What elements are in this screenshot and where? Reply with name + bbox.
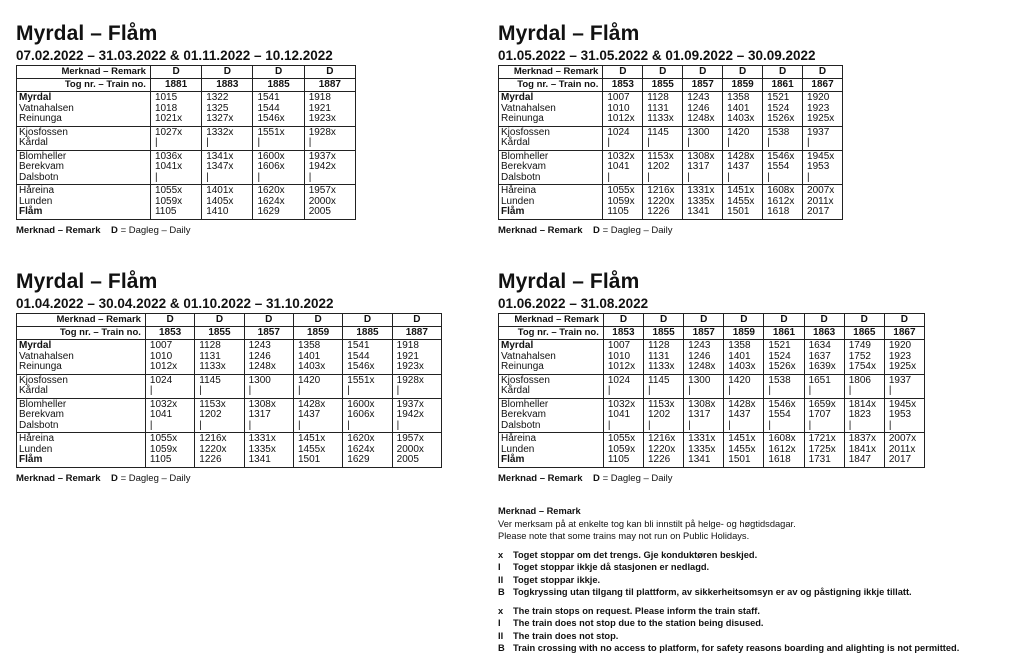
time-cell: 1300 | (684, 374, 724, 398)
time-cell: 1032x 1041 | (603, 150, 643, 185)
time-cell: 1007 1010 1012x (145, 340, 194, 375)
time-cell: 1608x 1612x 1618 (763, 185, 803, 220)
time-cell: 1521 1524 1526x (764, 340, 804, 375)
time-cell: 1032x 1041 | (145, 398, 194, 433)
remark-cell: D (644, 314, 684, 327)
time-cell: 1358 1401 1403x (293, 340, 342, 375)
remark-code: I (498, 618, 501, 628)
station-group-row (17, 374, 442, 398)
remark-item (498, 617, 1018, 630)
station-name: Håreina (501, 185, 537, 196)
timetable-table (498, 65, 843, 220)
time-cell: 1036x 1041x | (150, 150, 201, 185)
time-cell: 2007x 2011x 2017 (803, 185, 843, 220)
time-cell: 1600x 1606x | (253, 150, 304, 185)
station-group-row (17, 398, 442, 433)
station-name: Flåm (19, 206, 43, 217)
time-cell: 1428x 1437 | (724, 398, 764, 433)
station-name: Blomheller (19, 150, 67, 162)
station-name: Flåm (501, 454, 525, 465)
time-cell: 1145 | (195, 374, 244, 398)
time-cell: 1937 | (803, 126, 843, 150)
legend: Merknad – Remark D = Dagleg – Daily (498, 224, 673, 236)
train-number: 1887 (392, 327, 441, 340)
station-group-row (17, 92, 356, 127)
time-cell: 1024 | (603, 374, 643, 398)
station-name: Berekvam (19, 409, 65, 420)
remark-cell: D (844, 314, 884, 327)
remark-cell: D (763, 66, 803, 79)
time-cell: 1541 1544 1546x (343, 340, 392, 375)
station-name: Berekvam (19, 161, 65, 172)
time-cell: 1128 1131 1133x (195, 340, 244, 375)
remark-item (498, 586, 1018, 599)
time-cell: 1749 1752 1754x (844, 340, 884, 375)
remark-cell: D (244, 314, 293, 327)
time-cell: 1814x 1823 | (844, 398, 884, 433)
train-number: 1853 (603, 327, 643, 340)
time-cell: 1145 | (644, 374, 684, 398)
time-cell: 1055x 1059x 1105 (150, 185, 201, 220)
time-cell: 1243 1246 1248x (684, 340, 724, 375)
remark-cell: D (202, 66, 253, 79)
timetable-4 (498, 270, 925, 485)
remark-cell: D (643, 66, 683, 79)
time-cell: 1957x 2000x 2005 (392, 433, 441, 468)
train-number: 1885 (343, 327, 392, 340)
remark-cell: D (764, 314, 804, 327)
note-norwegian: Ver merksam på at enkelte tog kan bli innstilt på helge- og høgtidsdagar. (498, 518, 796, 529)
remark-item (498, 605, 1018, 618)
time-cell: 1153x 1202 | (195, 398, 244, 433)
time-cell: 1928x | (392, 374, 441, 398)
station-name: Dalsbotn (19, 419, 59, 431)
time-cell: 1007 1010 1012x (603, 92, 643, 127)
time-cell: 1216x 1220x 1226 (195, 433, 244, 468)
remark-cell: D (803, 66, 843, 79)
station-group-row (17, 340, 442, 375)
time-cell: 1920 1923 1925x (884, 340, 924, 375)
remarks-section (498, 505, 1018, 655)
station-name: Lunden (19, 195, 53, 207)
timetable-title: Myrdal – Flåm (498, 270, 640, 293)
station-names (499, 433, 604, 468)
timetable-table (16, 65, 356, 220)
train-number: 1853 (603, 79, 643, 92)
timetable-title: Myrdal – Flåm (16, 22, 158, 45)
time-cell: 1308x 1317 | (244, 398, 293, 433)
time-cell: 1937 | (884, 374, 924, 398)
remark-row (17, 314, 442, 327)
time-cell: 1521 1524 1526x (763, 92, 803, 127)
time-cell: 1128 1131 1133x (644, 340, 684, 375)
train-number: 1857 (244, 327, 293, 340)
station-name: Blomheller (19, 398, 67, 410)
time-cell: 1243 1246 1248x (244, 340, 293, 375)
time-cell: 1055x 1059x 1105 (603, 185, 643, 220)
remark-code: B (498, 643, 505, 653)
station-name: Reinunga (501, 361, 544, 372)
timetable-3 (16, 270, 442, 485)
time-cell: 1928x | (304, 126, 355, 150)
station-name: Blomheller (501, 398, 549, 410)
station-names (499, 150, 603, 185)
remark-code: II (498, 630, 504, 641)
train-number: 1867 (884, 327, 924, 340)
station-group-row (17, 126, 356, 150)
time-cell: 1918 1921 1923x (304, 92, 355, 127)
remark-label: Merknad – Remark (17, 66, 151, 79)
remark-row (499, 66, 843, 79)
time-cell: 1308x 1317 | (684, 398, 724, 433)
time-cell: 1551x | (253, 126, 304, 150)
time-cell: 1420 | (293, 374, 342, 398)
timetable-table (16, 313, 442, 468)
station-name: Vatnahalsen (501, 350, 556, 362)
remark-code: II (498, 574, 504, 585)
remark-cell: D (683, 66, 723, 79)
station-name: Kårdal (501, 137, 530, 148)
time-cell: 1945x 1953 | (803, 150, 843, 185)
time-cell: 1937x 1942x | (392, 398, 441, 433)
train-number: 1887 (304, 79, 355, 92)
train-number: 1885 (253, 79, 304, 92)
station-names (499, 92, 603, 127)
time-cell: 1015 1018 1021x (150, 92, 201, 127)
train-number: 1855 (195, 327, 244, 340)
legend: Merknad – Remark D = Dagleg – Daily (16, 224, 191, 236)
station-name: Håreina (19, 433, 55, 444)
time-cell: 1600x 1606x | (343, 398, 392, 433)
time-cell: 1806 | (844, 374, 884, 398)
train-label: Tog nr. – Train no. (499, 79, 603, 92)
remark-cell: D (724, 314, 764, 327)
station-names (499, 126, 603, 150)
station-group-row (499, 398, 925, 433)
time-cell: 1634 1637 1639x (804, 340, 844, 375)
station-names (17, 433, 146, 468)
remark-cell: D (392, 314, 441, 327)
remark-cell: D (195, 314, 244, 327)
station-names (17, 340, 146, 375)
station-name: Dalsbotn (501, 419, 541, 431)
time-cell: 1322 1325 1327x (202, 92, 253, 127)
remark-code: x (498, 549, 504, 560)
time-cell: 1308x 1317 | (683, 150, 723, 185)
train-number: 1861 (764, 327, 804, 340)
train-number: 1867 (803, 79, 843, 92)
remark-text: Togkryssing utan tilgang til plattform, av sikkerheitsomsyn er av og påstigning ikkje tillatt. (513, 587, 912, 597)
station-name: Reinunga (19, 361, 62, 372)
station-name: Kårdal (19, 385, 48, 396)
station-name: Lunden (501, 195, 535, 207)
time-cell: 1620x 1624x 1629 (253, 185, 304, 220)
time-cell: 1721x 1725x 1731 (804, 433, 844, 468)
station-names (499, 340, 604, 375)
remark-cell: D (684, 314, 724, 327)
station-name: Myrdal (19, 340, 52, 351)
time-cell: 1428x 1437 | (723, 150, 763, 185)
remark-cell: D (304, 66, 355, 79)
remark-item (498, 574, 1018, 587)
time-cell: 1451x 1455x 1501 (293, 433, 342, 468)
station-name: Berekvam (501, 409, 547, 420)
station-name: Myrdal (501, 92, 534, 103)
time-cell: 1128 1131 1133x (643, 92, 683, 127)
time-cell: 2007x 2011x 2017 (884, 433, 924, 468)
train-number: 1857 (684, 327, 724, 340)
time-cell: 1027x | (150, 126, 201, 150)
remark-code: B (498, 587, 505, 597)
remark-cell: D (145, 314, 194, 327)
remark-cell: D (253, 66, 304, 79)
train-number: 1883 (202, 79, 253, 92)
remark-row (17, 66, 356, 79)
time-cell: 1216x 1220x 1226 (643, 185, 683, 220)
remark-text: The train stops on request. Please inform the train staff. (513, 605, 760, 616)
timetable-title: Myrdal – Flåm (16, 270, 158, 293)
remarks-list-english (498, 605, 1018, 655)
remark-text: The train does not stop due to the station being disused. (513, 618, 764, 628)
train-number-row (17, 79, 356, 92)
remark-label: Merknad – Remark (499, 314, 604, 327)
timetable-1 (16, 22, 356, 237)
time-cell: 1420 | (723, 126, 763, 150)
time-cell: 1153x 1202 | (643, 150, 683, 185)
station-names (17, 92, 151, 127)
station-group-row (499, 150, 843, 185)
remark-cell: D (603, 66, 643, 79)
time-cell: 1331x 1335x 1341 (683, 185, 723, 220)
time-cell: 1300 | (244, 374, 293, 398)
time-cell: 1538 | (763, 126, 803, 150)
time-cell: 1358 1401 1403x (723, 92, 763, 127)
train-number: 1865 (844, 327, 884, 340)
remark-item (498, 642, 1018, 655)
station-name: Myrdal (501, 340, 534, 351)
station-name: Håreina (19, 185, 55, 196)
train-number: 1863 (804, 327, 844, 340)
time-cell: 1300 | (683, 126, 723, 150)
time-cell: 1024 | (603, 126, 643, 150)
station-name: Vatnahalsen (19, 102, 74, 114)
station-group-row (499, 126, 843, 150)
station-names (17, 374, 146, 398)
time-cell: 1837x 1841x 1847 (844, 433, 884, 468)
station-name: Flåm (501, 206, 525, 217)
remark-text: Toget stoppar om det trengs. Gje konduktøren beskjed. (513, 549, 758, 560)
remark-cell: D (150, 66, 201, 79)
time-cell: 1937x 1942x | (304, 150, 355, 185)
station-names (499, 398, 604, 433)
time-cell: 1153x 1202 | (644, 398, 684, 433)
station-name: Lunden (19, 443, 53, 455)
timetable-period: 01.06.2022 – 31.08.2022 (498, 296, 649, 311)
time-cell: 1451x 1455x 1501 (724, 433, 764, 468)
time-cell: 1216x 1220x 1226 (644, 433, 684, 468)
station-group-row (17, 433, 442, 468)
station-names (499, 374, 604, 398)
train-number: 1857 (683, 79, 723, 92)
train-label: Tog nr. – Train no. (17, 79, 151, 92)
station-name: Reinunga (19, 113, 62, 124)
station-names (499, 185, 603, 220)
time-cell: 1546x 1554 | (763, 150, 803, 185)
station-name: Berekvam (501, 161, 547, 172)
remarks-list-norwegian (498, 549, 1018, 599)
remark-row (499, 314, 925, 327)
time-cell: 1428x 1437 | (293, 398, 342, 433)
station-name: Flåm (19, 454, 43, 465)
station-name: Dalsbotn (501, 171, 541, 183)
remark-cell: D (343, 314, 392, 327)
time-cell: 1551x | (343, 374, 392, 398)
train-label: Tog nr. – Train no. (499, 327, 604, 340)
station-name: Kjosfossen (19, 126, 68, 138)
train-number-row (17, 327, 442, 340)
station-names (17, 126, 151, 150)
station-name: Lunden (501, 443, 535, 455)
time-cell: 1651 | (804, 374, 844, 398)
remark-label: Merknad – Remark (499, 66, 603, 79)
remark-item (498, 549, 1018, 562)
remark-label: Merknad – Remark (17, 314, 146, 327)
time-cell: 1401x 1405x 1410 (202, 185, 253, 220)
time-cell: 1024 | (145, 374, 194, 398)
station-name: Kårdal (19, 137, 48, 148)
train-label: Tog nr. – Train no. (17, 327, 146, 340)
remark-item (498, 630, 1018, 643)
station-group-row (17, 150, 356, 185)
train-number: 1855 (643, 79, 683, 92)
remark-text: Toget stoppar ikkje då stasjonen er nedlagd. (513, 562, 710, 572)
time-cell: 1920 1923 1925x (803, 92, 843, 127)
station-name: Kjosfossen (501, 126, 550, 138)
note-english: Please note that some trains may not run on Public Holidays. (498, 531, 750, 541)
station-name: Kårdal (501, 385, 530, 396)
time-cell: 1659x 1707 | (804, 398, 844, 433)
time-cell: 1332x | (202, 126, 253, 150)
legend: Merknad – Remark D = Dagleg – Daily (498, 472, 673, 484)
time-cell: 1032x 1041 | (603, 398, 643, 433)
station-name: Vatnahalsen (501, 102, 556, 114)
station-group-row (499, 433, 925, 468)
remark-cell: D (804, 314, 844, 327)
time-cell: 1420 | (724, 374, 764, 398)
station-name: Kjosfossen (19, 374, 68, 386)
timetable-period: 01.04.2022 – 30.04.2022 & 01.10.2022 – 31.10.2022 (16, 296, 334, 311)
remark-cell: D (723, 66, 763, 79)
station-name: Kjosfossen (501, 374, 550, 386)
time-cell: 1945x 1953 | (884, 398, 924, 433)
time-cell: 1341x 1347x | (202, 150, 253, 185)
train-number-row (499, 79, 843, 92)
remark-code: x (498, 605, 504, 616)
station-names (17, 150, 151, 185)
time-cell: 1243 1246 1248x (683, 92, 723, 127)
timetable-title: Myrdal – Flåm (498, 22, 640, 45)
remark-text: Toget stoppar ikkje. (513, 574, 601, 585)
station-name: Vatnahalsen (19, 350, 74, 362)
time-cell: 1538 | (764, 374, 804, 398)
station-names (17, 398, 146, 433)
station-group-row (17, 185, 356, 220)
station-name: Dalsbotn (19, 171, 59, 183)
remark-cell: D (293, 314, 342, 327)
remark-code: I (498, 562, 501, 572)
station-names (17, 185, 151, 220)
remark-cell: D (884, 314, 924, 327)
station-group-row (499, 374, 925, 398)
time-cell: 1358 1401 1403x (724, 340, 764, 375)
train-number: 1859 (724, 327, 764, 340)
train-number: 1861 (763, 79, 803, 92)
remark-cell: D (603, 314, 643, 327)
train-number: 1859 (293, 327, 342, 340)
remarks-title: Merknad – Remark (498, 506, 581, 516)
station-name: Reinunga (501, 113, 544, 124)
legend: Merknad – Remark D = Dagleg – Daily (16, 472, 191, 484)
time-cell: 1620x 1624x 1629 (343, 433, 392, 468)
time-cell: 1546x 1554 | (764, 398, 804, 433)
station-group-row (499, 185, 843, 220)
time-cell: 1007 1010 1012x (603, 340, 643, 375)
time-cell: 1055x 1059x 1105 (603, 433, 643, 468)
timetable-period: 07.02.2022 – 31.03.2022 & 01.11.2022 – 10.12.2022 (16, 48, 333, 63)
train-number: 1853 (145, 327, 194, 340)
timetable-period: 01.05.2022 – 31.05.2022 & 01.09.2022 – 30.09.2022 (498, 48, 816, 63)
remark-text: Train crossing with no access to platform, for safety reasons boarding and alighting is not permitted. (513, 643, 960, 653)
time-cell: 1055x 1059x 1105 (145, 433, 194, 468)
time-cell: 1957x 2000x 2005 (304, 185, 355, 220)
station-name: Håreina (501, 433, 537, 444)
remark-item (498, 561, 1018, 574)
time-cell: 1541 1544 1546x (253, 92, 304, 127)
time-cell: 1145 | (643, 126, 683, 150)
train-number: 1881 (150, 79, 201, 92)
timetable-2 (498, 22, 843, 237)
train-number: 1855 (644, 327, 684, 340)
station-name: Blomheller (501, 150, 549, 162)
time-cell: 1918 1921 1923x (392, 340, 441, 375)
station-name: Myrdal (19, 92, 52, 103)
time-cell: 1608x 1612x 1618 (764, 433, 804, 468)
station-group-row (499, 92, 843, 127)
remark-text: The train does not stop. (513, 630, 619, 641)
train-number: 1859 (723, 79, 763, 92)
time-cell: 1331x 1335x 1341 (684, 433, 724, 468)
timetable-table (498, 313, 925, 468)
time-cell: 1451x 1455x 1501 (723, 185, 763, 220)
time-cell: 1331x 1335x 1341 (244, 433, 293, 468)
train-number-row (499, 327, 925, 340)
station-group-row (499, 340, 925, 375)
